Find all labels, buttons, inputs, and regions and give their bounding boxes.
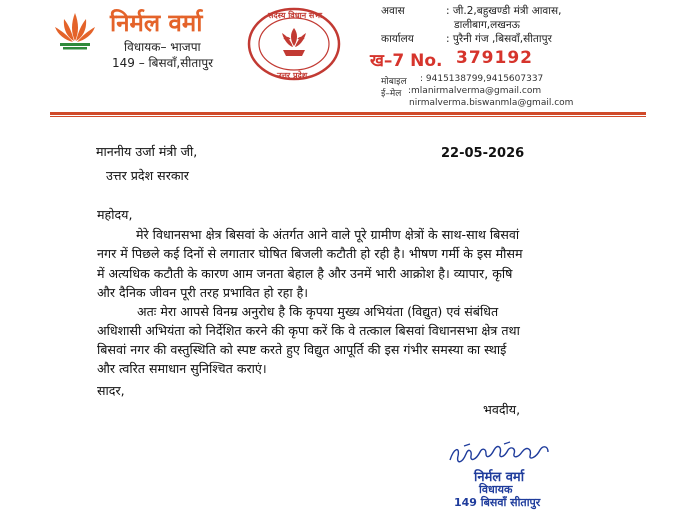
reference-prefix: ख–7 No. xyxy=(370,51,443,71)
para1-line2: नगर में पिछले कई दिनों से लगातार घोषित बिजली कटौती हो रही है। भीषण गर्मी के इस मौसम xyxy=(97,246,523,261)
email-label: ई–मेल xyxy=(381,89,402,99)
letterhead-divider-thin xyxy=(50,116,646,117)
email-value-secondary: nirmalverma.biswanmla@gmail.com xyxy=(409,98,574,108)
letterhead-name: निर्मल वर्मा xyxy=(110,9,203,37)
handwritten-signature-icon xyxy=(444,440,556,468)
salutation: महोदय, xyxy=(97,207,133,222)
letterhead-divider xyxy=(50,112,646,115)
closing: सादर, xyxy=(97,383,125,398)
mobile-label: मोबाइल xyxy=(381,77,407,87)
para1-line1: मेरे विधानसभा क्षेत्र बिसवां के अंतर्गत आने वाले पूरे ग्रामीण क्षेत्रों के साथ-साथ बिसवां xyxy=(136,227,520,242)
email-value: :mlanirmalverma@gmail.com xyxy=(408,86,542,96)
seal-text-bottom: उत्तर प्रदेश xyxy=(277,71,308,80)
office-label: कार्यालय xyxy=(381,33,414,45)
para2-line3: बिसवां नगर की वस्तुस्थिति को स्पष्ट करते हुए विद्युत आपूर्ति की इस गंभीर समस्या का स्थाई xyxy=(97,342,507,357)
sign-off: भवदीय, xyxy=(483,402,521,417)
recipient-line1: माननीय उर्जा मंत्री जी, xyxy=(96,144,198,159)
lotus-logo-icon xyxy=(52,9,98,51)
residence-line1: : जी.2,बहुखण्डी मंत्री आवास, xyxy=(446,5,562,17)
para2-line4: और त्वरित समाधान सुनिश्चित कराएं। xyxy=(97,361,267,376)
signatory-constituency: 149 बिसवाँ सीतापुर xyxy=(454,496,541,509)
letterhead-designation: विधायक– भाजपा xyxy=(124,40,201,54)
mobile-value: : 9415138799,9415607337 xyxy=(420,74,544,84)
para2-line1: अतः मेरा आपसे विनम्र अनुरोध है कि कृपया मुख्य अभियंता (विद्युत) एवं संबंधित xyxy=(137,304,499,319)
letterhead-constituency: 149 – बिसवाँ,सीतापुर xyxy=(112,56,214,70)
para1-line3: में अत्यधिक कटौती के कारण आम जनता बेहाल है और उनमें भारी आक्रोश है। व्यापार, कृषि xyxy=(97,266,513,281)
signatory-title: विधायक xyxy=(479,483,513,496)
para1-line4: और दैनिक जीवन पूरी तरह प्रभावित हो रहा है। xyxy=(97,285,309,300)
seal-text-top: सदस्य विधान सभा xyxy=(268,11,323,20)
para2-line2: अधिशासी अभियंता को निर्देशित करने की कृपा करें कि वे तत्काल बिसवां विधानसभा क्षेत्र तथा xyxy=(97,323,520,338)
reference-number: 379192 xyxy=(456,48,533,68)
letter-date: 22-05-2026 xyxy=(441,146,525,161)
residence-label: अवास xyxy=(381,5,405,17)
recipient-line2: उत्तर प्रदेश सरकार xyxy=(106,168,189,183)
signatory-name: निर्मल वर्मा xyxy=(474,470,525,485)
residence-line2: डालीबाग,लखनऊ xyxy=(454,19,520,31)
office-value: : पुरैनी गंज ,बिसवाँ,सीतापुर xyxy=(446,33,552,45)
